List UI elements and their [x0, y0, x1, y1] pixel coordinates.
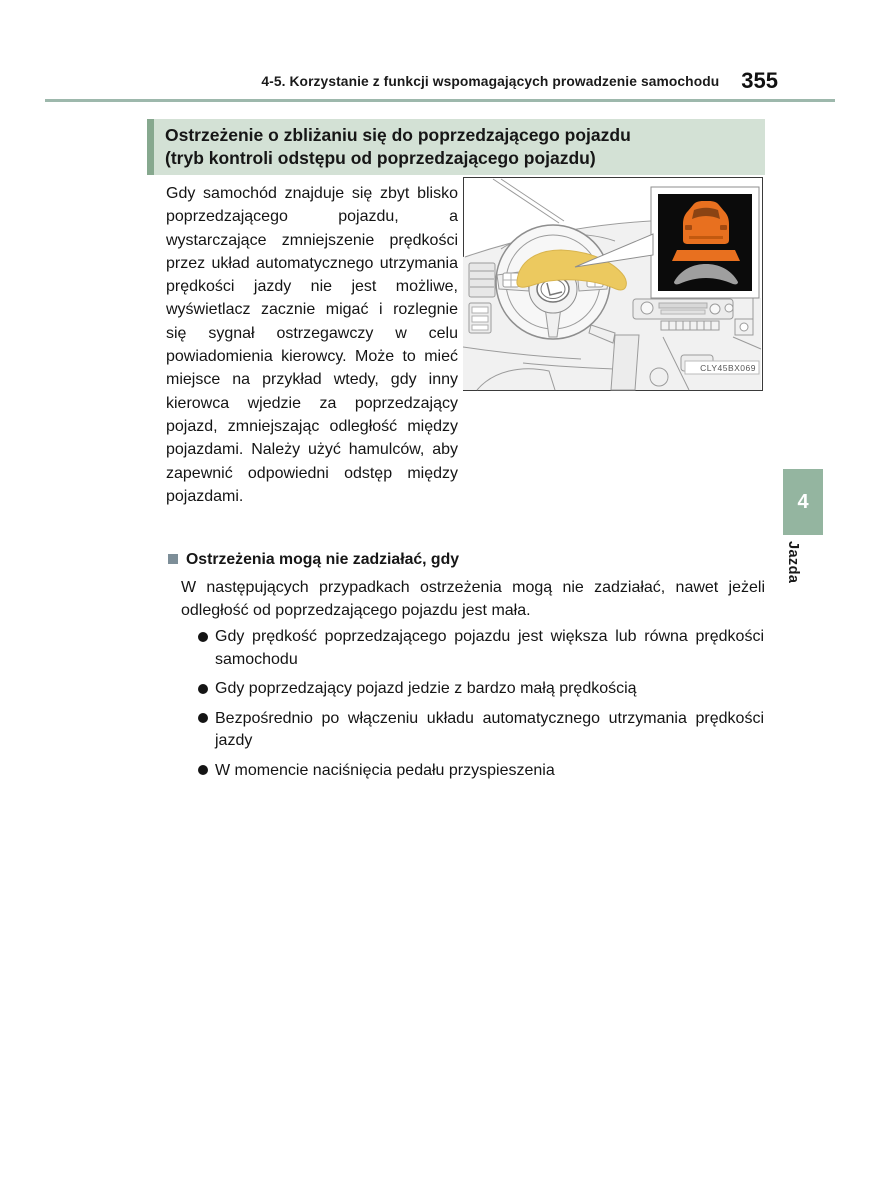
subsection-heading-row [168, 551, 459, 569]
figure-code: CLY45BX069 [700, 363, 756, 373]
title-accent-bar [147, 119, 154, 175]
bullet-text: Gdy prędkość poprzedzającego pojazdu jest większa lub równa prędkości samochodu [215, 628, 764, 668]
distance-bar-icon [672, 250, 740, 261]
dashboard-illustration-svg [463, 177, 763, 391]
warning-bullet-list [198, 626, 764, 789]
warning-display [651, 187, 759, 298]
bullet-dot-icon [198, 632, 208, 642]
section-intro: W następujących przypadkach ostrzeżenia mogą nie zadziałać, nawet jeżeli odległość od poprzedzającego pojazdu jest mała. [181, 579, 765, 619]
page-number: 355 [741, 68, 778, 93]
list-item [198, 626, 764, 671]
section-marker-icon [168, 554, 178, 564]
chapter-tab: 4 [783, 469, 823, 535]
topic-title-line1: Ostrzeżenie o zbliżaniu się do poprzedzającego pojazdu [165, 125, 631, 145]
topic-title-line2: (tryb kontroli odstępu od poprzedzającego pojazdu) [165, 147, 596, 168]
list-item [198, 678, 764, 701]
bullet-dot-icon [198, 765, 208, 775]
list-item [198, 760, 764, 783]
section-breadcrumb: 4-5. Korzystanie z funkcji wspomagających prowadzenie samochodu [261, 74, 720, 89]
bullet-text: W momencie naciśnięcia pedału przyspieszenia [215, 761, 555, 779]
bullet-dot-icon [198, 684, 208, 694]
dashboard-illustration [463, 177, 763, 391]
page-header [45, 70, 778, 92]
header-divider [45, 99, 835, 102]
bullet-dot-icon [198, 713, 208, 723]
body-paragraph: Gdy samochód znajduje się zbyt blisko poprzedzającego pojazdu, a wystarczające zmniejszenie prędkości przez układ automatycznego utrzymania prędkości jazdy nie jest możliwe, wyświetlacz zacznie migać i rozlegnie się sygnał ostrzegawczy w celu powiadomienia kierowcy. Może to mieć miejsce na przykład wtedy, gdy inny kierowca wjedzie za poprzedzający pojazd, zmniejszając odległość między pojazdami. Należy użyć hamulców, aby zapewnić odpowiedni odstęp między pojazdami. [166, 185, 458, 505]
topic-title [154, 119, 641, 175]
bullet-text: Gdy poprzedzający pojazd jedzie z bardzo małą prędkością [215, 680, 637, 697]
subsection-heading: Ostrzeżenia mogą nie zadziałać, gdy [186, 551, 460, 568]
bullet-text: Bezpośrednio po włączeniu układu automatycznego utrzymania prędkości jazdy [215, 709, 764, 749]
list-item [198, 708, 764, 753]
figure-code-label [685, 361, 759, 374]
topic-title-bar [147, 119, 765, 175]
chapter-label: Jazda [785, 541, 801, 584]
